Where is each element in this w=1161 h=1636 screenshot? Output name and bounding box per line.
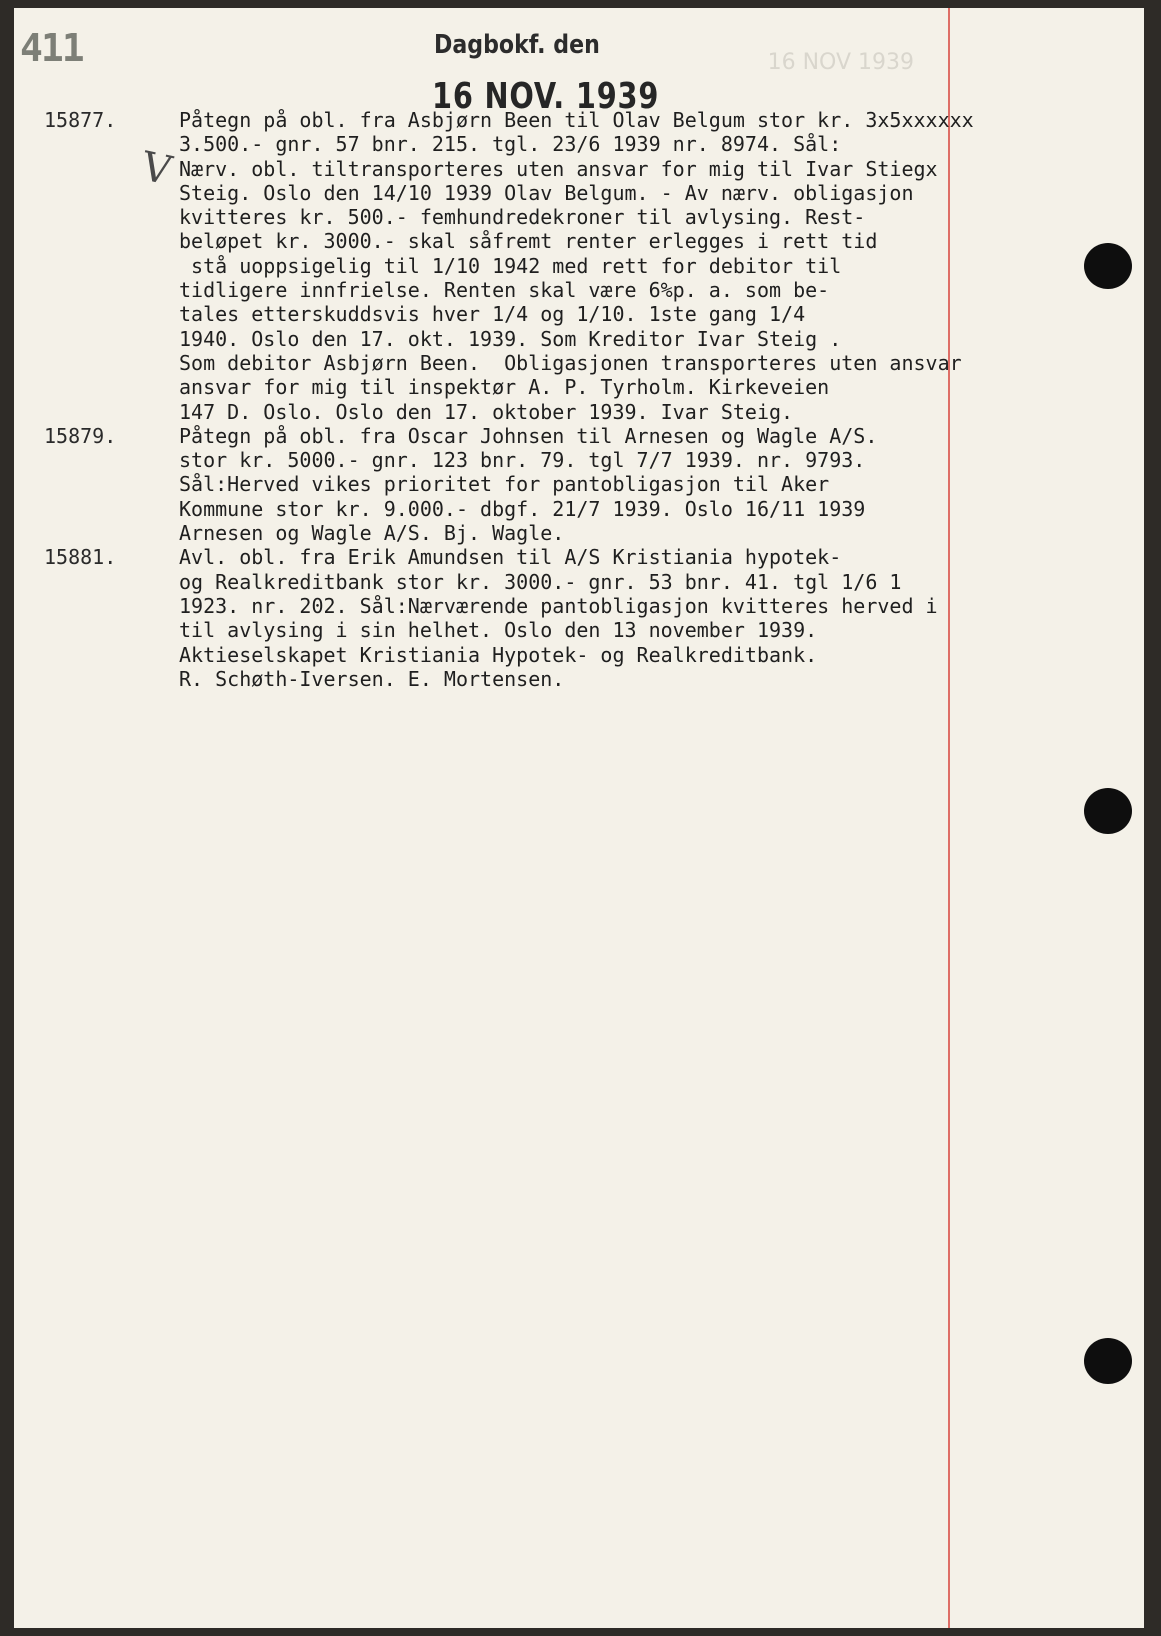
ledger-page (14, 8, 1144, 1628)
entry-line: Avl. obl. fra Erik Amundsen til A/S Kristiania hypotek- (179, 545, 842, 570)
entry-line: Aktieselskapet Kristiania Hypotek- og Realkreditbank. (179, 642, 818, 667)
entry-line: 1940. Oslo den 17. okt. 1939. Som Kreditor Ivar Steig . (179, 326, 842, 351)
entry-line: stor kr. 5000.- gnr. 123 bnr. 79. tgl 7/7 1939. nr. 9793. (179, 448, 866, 473)
entry-number: 15879. (44, 423, 117, 448)
entry-line: 147 D. Oslo. Oslo den 17. oktober 1939. Ivar Steig. (179, 399, 794, 424)
entry-line: til avlysing i sin helhet. Oslo den 13 november 1939. (179, 618, 818, 643)
folio-number: 411 (20, 26, 83, 70)
entry-line: R. Schøth-Iversen. E. Mortensen. (179, 666, 565, 691)
entry-line: beløpet kr. 3000.- skal såfremt renter erlegges i rett tid (179, 229, 878, 254)
journal-entries (14, 108, 1144, 691)
check-mark-icon: V (137, 143, 176, 195)
entry-line: kvitteres kr. 500.- femhundredekroner til avlysing. Rest- (179, 205, 866, 230)
journal-entry (14, 545, 1144, 691)
entry-line: 3.500.- gnr. 57 bnr. 215. tgl. 23/6 1939 nr. 8974. Sål: (179, 132, 842, 157)
journal-entry (14, 424, 1144, 545)
entry-number: 15881. (44, 545, 117, 570)
bleed-through-stamp: 16 NOV 1939 (767, 50, 914, 75)
entry-line: Påtegn på obl. fra Asbjørn Been til Olav Belgum stor kr. 3x5xxxxxx (179, 108, 974, 132)
entry-line: Sål:Herved vikes prioritet for pantobligasjon til Aker (179, 472, 830, 497)
entry-line: Påtegn på obl. fra Oscar Johnsen til Arnesen og Wagle A/S. (179, 423, 878, 448)
entry-line: ansvar for mig til inspektør A. P. Tyrholm. Kirkeveien (179, 375, 830, 400)
stamp-date: 16 NOV. 1939 (432, 76, 660, 117)
entry-line: tales etterskuddsvis hver 1/4 og 1/10. 1ste gang 1/4 (179, 302, 806, 327)
journal-entry (14, 108, 1144, 424)
punch-hole (1084, 243, 1132, 289)
entry-line: tidligere innfrielse. Renten skal være 6%p. a. som be- (179, 278, 830, 303)
entry-line: stå uoppsigelig til 1/10 1942 med rett for debitor til (179, 253, 842, 278)
punch-hole (1084, 1338, 1132, 1384)
entry-line: og Realkreditbank stor kr. 3000.- gnr. 53 bnr. 41. tgl 1/6 1 (179, 569, 902, 594)
entry-line: Steig. Oslo den 14/10 1939 Olav Belgum. - Av nærv. obligasjon (179, 180, 914, 205)
entry-number: 15877. (44, 108, 117, 132)
entry-line: 1923. nr. 202. Sål:Nærværende pantobligasjon kvitteres herved i (179, 593, 938, 618)
entry-line: Som debitor Asbjørn Been. Obligasjonen transporteres uten ansvar (179, 350, 962, 375)
entry-line: Nærv. obl. tiltransporteres uten ansvar for mig til Ivar Stiegx (179, 156, 938, 181)
punch-hole (1084, 788, 1132, 834)
stamp-title: Dagbokf. den (434, 30, 600, 60)
entry-line: Kommune stor kr. 9.000.- dbgf. 21/7 1939. Oslo 16/11 1939 (179, 496, 866, 521)
entry-line: Arnesen og Wagle A/S. Bj. Wagle. (179, 521, 565, 546)
